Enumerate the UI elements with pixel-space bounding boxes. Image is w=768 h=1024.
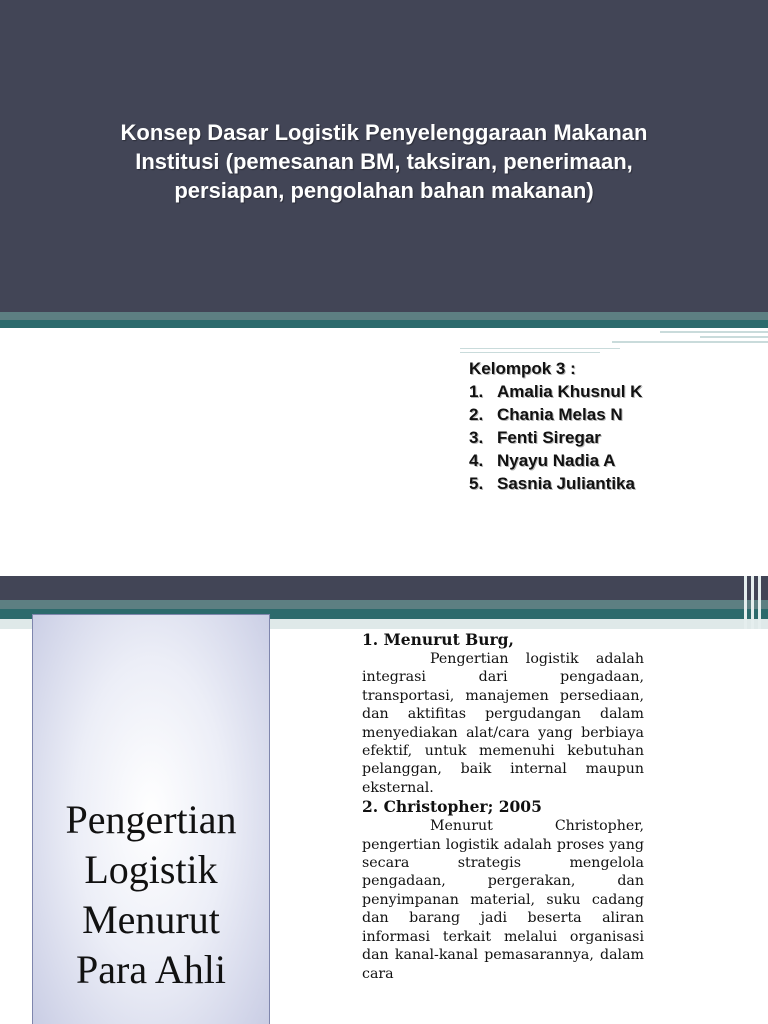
decor-stripe <box>758 576 761 629</box>
decor-band <box>0 320 768 328</box>
decor-stripe <box>751 576 754 629</box>
definitions-content <box>362 630 644 983</box>
member-list <box>469 380 749 495</box>
member-name: Sasnia Juliantika <box>497 474 635 493</box>
list-item <box>469 426 749 449</box>
group-label: Kelompok 3 : <box>469 359 576 378</box>
member-name: Chania Melas N <box>497 405 623 424</box>
member-number: 2. <box>469 405 484 424</box>
decor-line <box>700 336 768 338</box>
decor-band <box>0 576 768 600</box>
decor-line <box>460 352 600 353</box>
member-number: 5. <box>469 474 484 493</box>
list-item <box>469 472 749 495</box>
definition-heading: 2. Christopher; 2005 <box>362 797 542 817</box>
group-members-block <box>469 357 749 495</box>
section-title-box <box>32 614 270 1024</box>
member-number: 4. <box>469 451 484 470</box>
decor-line <box>660 331 768 333</box>
presentation-title: Konsep Dasar Logistik Penyelenggaraan Makanan Institusi (pemesanan BM, taksiran, penerimaan, persiapan, pengolahan bahan makanan) <box>120 120 648 203</box>
list-item <box>469 403 749 426</box>
definition-heading: 1. Menurut Burg, <box>362 630 514 649</box>
decor-band <box>0 312 768 320</box>
list-item <box>469 380 749 403</box>
member-name: Nyayu Nadia A <box>497 451 616 470</box>
decor-line <box>612 341 768 343</box>
section-title: Pengertian Logistik Menurut Para Ahli <box>65 797 237 992</box>
decor-line <box>460 348 620 349</box>
decor-band <box>0 600 768 609</box>
member-name: Fenti Siregar <box>497 428 601 447</box>
slide-definitions <box>0 576 768 1024</box>
definition-body: Pengertian logistik adalah integrasi dari pengadaan, transportasi, manajemen persediaan, dan aktifitas pergudangan dalam menyediakan alat/cara yang berbiaya efektif, untuk memenuhi kebutuhan pelanggan, baik internal maupun eksternal. <box>362 651 644 796</box>
member-number: 1. <box>469 382 484 401</box>
definition-body: Menurut Christopher, pengertian logistik adalah proses yang secara strategis mengelola pengadaan, pergerakan, dan penyimpanan material, suku cadang dan barang jadi beserta aliran informasi terkait melalui organisasi dan kanal-kanal pemasarannya, dalam cara <box>362 818 644 982</box>
member-number: 3. <box>469 428 484 447</box>
member-name: Amalia Khusnul K <box>497 382 643 401</box>
list-item <box>469 449 749 472</box>
decor-stripe <box>744 576 747 629</box>
